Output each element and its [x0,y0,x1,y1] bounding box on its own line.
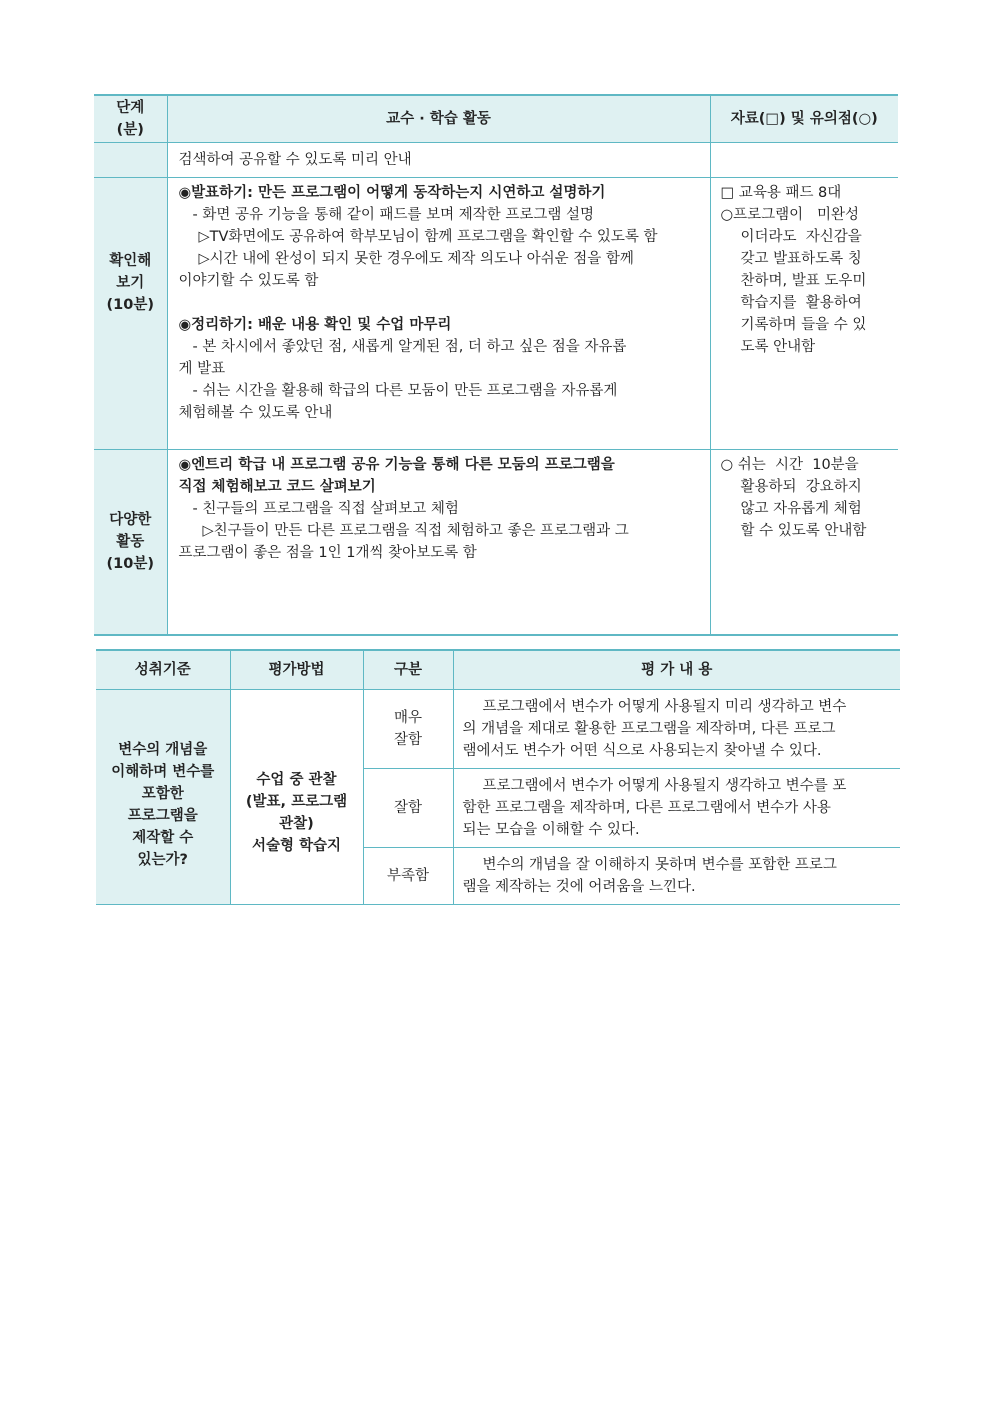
lesson-activity-table [94,94,898,636]
activity-line: ▷TV화면에도 공유하여 학부모님이 함께 프로그램을 확인할 수 있도록 함 [198,228,658,245]
note-line: 할 수 있도록 안내함 [740,522,867,539]
criteria-header: 성취기준 [96,650,230,689]
activity-line: - 쉬는 시간을 활용해 학급의 다른 모둠이 만든 프로그램을 자유롭게 [192,382,618,399]
stage-header [94,95,167,142]
note-line: 않고 자유롭게 체험 [740,500,862,517]
stage-various-cell [94,449,167,635]
content-line: 프로그램에서 변수가 어떻게 사용될지 생각하고 변수를 포 [482,777,847,794]
note-line: 학습지를 활용하여 [740,294,862,311]
note-line: 활용하되 강요하지 [740,478,862,495]
content-line: 램을 제작하는 것에 어려움을 느낀다. [462,878,696,895]
grade-line: 잘함 [393,731,422,748]
notes-check-cell [710,177,898,449]
continuation-activity-text: 검색하여 공유할 수 있도록 미리 안내 [178,151,412,168]
grade-line: 부족함 [386,867,430,884]
content-line: 변수의 개념을 잘 이해하지 못하며 변수를 포함한 프로그 [482,856,837,873]
content-line: 되는 모습을 이해할 수 있다. [462,821,640,838]
stage-header-line2: (분) [116,121,144,138]
criteria-line: 변수의 개념을 [118,741,208,758]
activity-line: 이야기할 수 있도록 함 [178,272,319,289]
criteria-line: 프로그램을 [127,807,198,824]
activity-heading-entry-share: ◉엔트리 학급 내 프로그램 공유 기능을 통해 다른 모둠의 프로그램을 [178,456,615,473]
method-line: (발표, 프로그램 [245,793,348,810]
activity-line: ▷친구들이 만든 다른 프로그램을 직접 체험하고 좋은 프로그램과 그 [202,522,629,539]
note-line: ○ 쉬는 시간 10분을 [720,456,859,473]
activity-line: 체험해볼 수 있도록 안내 [178,404,333,421]
grade-insufficient [363,847,453,904]
material-item: □ 교육용 패드 8대 [720,184,842,201]
stage-various-line1: 다양한 [109,511,152,528]
stage-check-line3: (10분) [106,297,154,313]
content-good [453,768,900,847]
activity-line: - 친구들의 프로그램을 직접 살펴보고 체험 [192,500,459,517]
stage-header-line1: 단계 [116,99,145,116]
activity-line: 게 발표 [178,360,226,377]
method-line: 수업 중 관찰 [256,771,337,788]
activity-heading-wrapup: ◉정리하기: 배운 내용 확인 및 수업 마무리 [178,316,452,333]
activity-line: - 본 차시에서 좋았던 점, 새롭게 알게된 점, 더 하고 싶은 점을 자유롭 [192,338,627,355]
stage-check-line2: 보기 [116,275,145,291]
activity-line: 프로그램이 좋은 점을 1인 1개씩 찾아보도록 함 [178,544,477,561]
criteria-cell [96,689,230,904]
evaluation-table [96,649,900,905]
content-line: 램에서도 변수가 어떤 식으로 사용되는지 찾아낼 수 있다. [462,742,822,759]
stage-check-line1: 확인해 [109,253,152,269]
grade-line: 잘함 [393,799,422,816]
grade-header: 구분 [363,650,453,689]
criteria-line: 있는가? [137,851,188,868]
grade-good [363,768,453,847]
activity-check-cell [167,177,710,449]
method-line: 관찰) [279,815,314,832]
note-line: 갖고 발표하도록 칭 [740,250,862,267]
content-line: 프로그램에서 변수가 어떻게 사용될지 미리 생각하고 변수 [482,698,847,715]
continuation-stage-cell [94,142,167,177]
grade-excellent [363,689,453,768]
stage-check-cell [94,177,167,449]
stage-various-line3: (10분) [106,555,154,572]
content-line: 함한 프로그램을 제작하며, 다른 프로그램에서 변수가 사용 [462,799,831,816]
activity-header: 교수 · 학습 활동 [167,95,710,142]
note-line: 찬하며, 발표 도우미 [740,272,867,289]
activity-heading-entry-share-cont: 직접 체험해보고 코드 살펴보기 [178,478,376,495]
content-excellent [453,689,900,768]
content-insufficient [453,847,900,904]
content-header: 평 가 내 용 [453,650,900,689]
note-line: 이더라도 자신감을 [740,228,862,245]
criteria-line: 이해하며 변수를 [111,763,215,780]
continuation-activity-cell [167,142,710,177]
activity-line: ▷시간 내에 완성이 되지 못한 경우에도 제작 의도나 아쉬운 점을 함께 [198,250,634,267]
notes-various-cell [710,449,898,635]
method-line: 서술형 학습지 [251,837,342,854]
content-line: 의 개념을 제대로 활용한 프로그램을 제작하며, 다른 프로그 [462,720,836,737]
activity-heading-presentation: ◉발표하기: 만든 프로그램이 어떻게 동작하는지 시연하고 설명하기 [178,184,606,201]
notes-header: 자료(□) 및 유의점(○) [710,95,898,142]
criteria-line: 제작할 수 [132,829,194,846]
method-header: 평가방법 [230,650,363,689]
activity-line: - 화면 공유 기능을 통해 같이 패드를 보며 제작한 프로그램 설명 [192,206,594,223]
note-line: 기록하며 들을 수 있 [740,316,867,333]
stage-various-line2: 활동 [116,533,145,550]
continuation-notes-cell [710,142,898,177]
note-line: ○프로그램이 미완성 [720,206,860,223]
criteria-line: 포함한 [141,785,184,802]
grade-line: 매우 [393,709,422,726]
activity-various-cell [167,449,710,635]
note-line: 도록 안내함 [740,338,816,355]
method-cell [230,689,363,904]
